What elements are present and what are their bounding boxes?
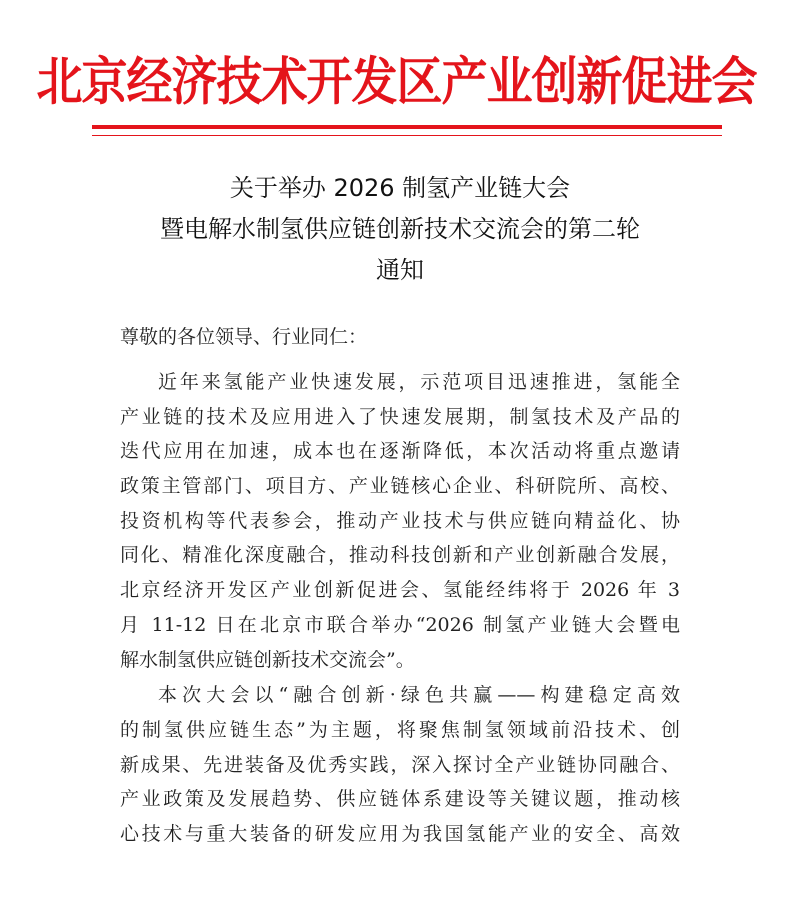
- salutation: 尊敬的各位领导、行业同仁：: [120, 326, 368, 348]
- paragraph-1-line: 迭代应用在加速，成本也在逐渐降低，本次活动将重点邀请: [120, 440, 680, 463]
- title-line-3: 通知: [376, 256, 424, 284]
- paragraph-2-line: 心技术与重大装备的研发应用为我国氢能产业的安全、高效: [120, 822, 680, 845]
- paragraph-1-line: 月 11-12 日在北京市联合举办“2026 制氢产业链大会暨电: [120, 613, 680, 636]
- body-text: [120, 365, 680, 852]
- title-line-1: 关于举办 2026 制氢产业链大会: [229, 174, 571, 202]
- paragraph-1-line: 北京经济开发区产业创新促进会、氢能经纬将于 2026 年 3: [120, 579, 680, 602]
- paragraph-1-line: 解水制氢供应链创新技术交流会”。: [120, 648, 415, 671]
- header-rule-thick: [92, 125, 722, 129]
- paragraph-2-line: 产业政策及发展趋势、供应链体系建设等关键议题，推动核: [120, 788, 680, 811]
- paragraph-1-line: 产业链的技术及应用进入了快速发展期，制氢技术及产品的: [120, 405, 680, 428]
- paragraph-1-line: 近年来氢能产业快速发展，示范项目迅速推进，氢能全: [158, 371, 680, 393]
- paragraph-1-line: 同化、精准化深度融合，推动科技创新和产业创新融合发展，: [120, 544, 680, 567]
- document-title: [80, 168, 720, 291]
- paragraph-1-line: 政策主管部门、项目方、产业链核心企业、科研院所、高校、: [120, 475, 680, 498]
- organization-header: 北京经济技术开发区产业创新促进会: [36, 51, 757, 112]
- paragraph-2-line: 本次大会以“融合创新·绿色共赢——构建稳定高效: [158, 684, 680, 707]
- paragraph-1-line: 投资机构等代表参会，推动产业技术与供应链向精益化、协: [120, 509, 680, 532]
- paragraph-2-line: 新成果、先进装备及优秀实践，深入探讨全产业链协同融合、: [120, 753, 680, 776]
- paragraph-2-line: 的制氢供应链生态”为主题，将聚焦制氢领域前沿技术、创: [120, 718, 680, 741]
- header-rule-thin: [92, 135, 722, 136]
- title-line-2: 暨电解水制氢供应链创新技术交流会的第二轮: [160, 215, 640, 243]
